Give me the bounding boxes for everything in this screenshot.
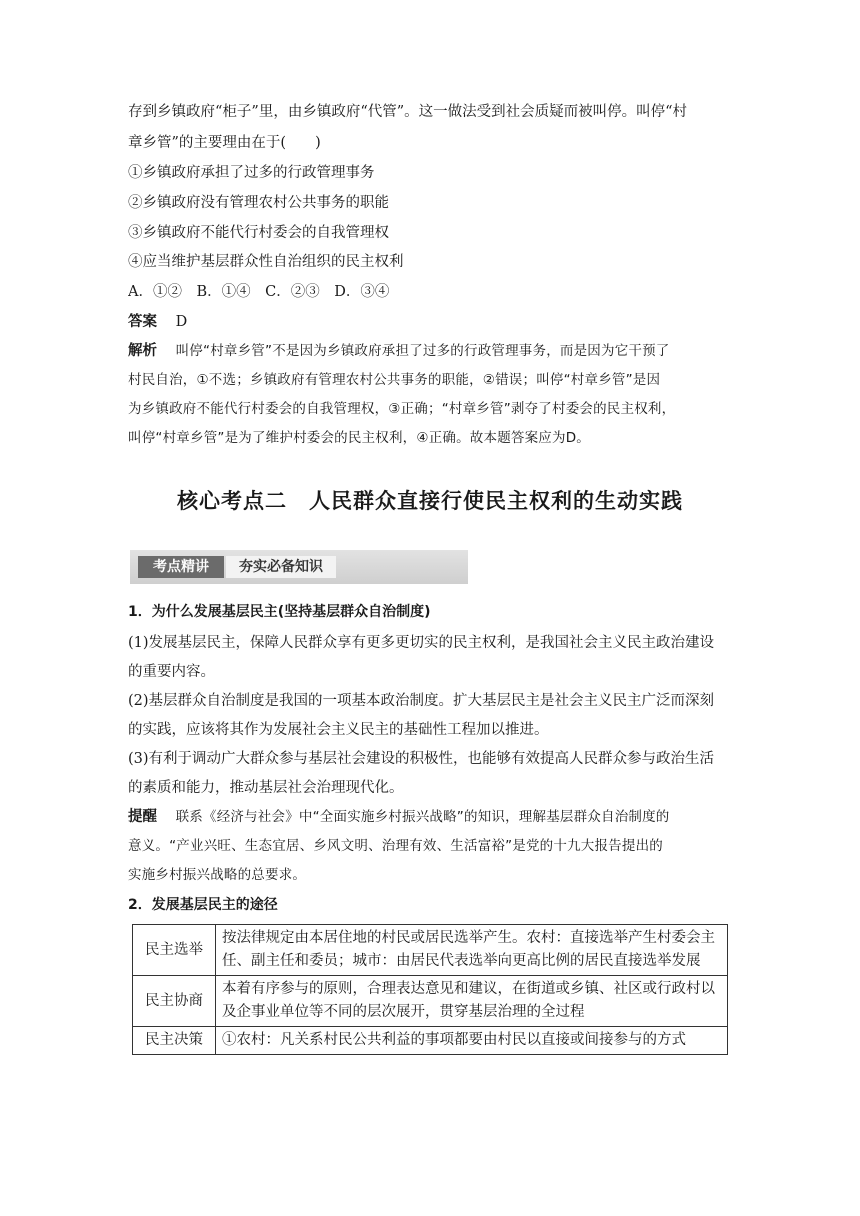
point1-heading: 1．为什么发展基层民主(坚持基层群众自治制度) <box>128 604 431 620</box>
reminder-line: 实施乡村振兴战略的总要求。 <box>128 867 307 883</box>
table-row-text: 本着有序参与的原则，合理表达意见和建议，在街道或乡镇、社区或行政村以及企事业单位等不同的层次展开，贯穿基层治理的全过程 <box>216 976 728 1027</box>
point1-paragraph: (2)基层群众自治制度是我国的一项基本政治制度。扩大基层民主是社会主义民主广泛而深刻 <box>128 693 715 709</box>
point1-paragraph: 的素质和能力，推动基层社会治理现代化。 <box>128 780 404 796</box>
analysis-label: 解析 <box>128 342 157 359</box>
reminder-line: 提醒 联系《经济与社会》中“全面实施乡村振兴战略”的知识，理解基层群众自治制度的 <box>128 808 670 825</box>
reminder-label: 提醒 <box>128 808 157 825</box>
section-banner <box>130 550 468 584</box>
option-2: ②乡镇政府没有管理农村公共事务的职能 <box>128 195 389 211</box>
table-row-label: 民主选举 <box>133 925 216 976</box>
banner-tag-light: 夯实必备知识 <box>226 556 336 578</box>
point2-heading: 2．发展基层民主的途径 <box>128 897 278 913</box>
point1-paragraph: 的实践，应该将其作为发展社会主义民主的基础性工程加以推进。 <box>128 722 549 738</box>
point1-paragraph: (1)发展基层民主，保障人民群众享有更多更切实的民主权利，是我国社会主义民主政治建设 <box>128 635 715 651</box>
option-1: ①乡镇政府承担了过多的行政管理事务 <box>128 165 375 181</box>
democracy-routes-table <box>132 924 728 1055</box>
banner-tag-dark: 考点精讲 <box>138 556 224 578</box>
question-stem-line: 章乡管”的主要理由在于( ) <box>128 135 321 151</box>
point1-paragraph: (3)有利于调动广大群众参与基层社会建设的积极性，也能够有效提高人民群众参与政治生活 <box>128 751 715 767</box>
point1-paragraph: 的重要内容。 <box>128 664 215 680</box>
option-3: ③乡镇政府不能代行村委会的自我管理权 <box>128 225 389 241</box>
question-stem-line: 存到乡镇政府“柜子”里，由乡镇政府“代管”。这一做法受到社会质疑而被叫停。叫停“村 <box>128 104 688 120</box>
answer-choices: A．①② B．①④ C．②③ D．③④ <box>128 284 390 300</box>
answer-row <box>128 312 738 332</box>
table-row <box>133 1027 728 1055</box>
analysis-line: 解析 叫停“村章乡管”不是因为乡镇政府承担了过多的行政管理事务，而是因为它干预了 <box>128 342 670 359</box>
table-row-text: ①农村：凡关系村民公共利益的事项都要由村民以直接或间接参与的方式 <box>216 1027 728 1055</box>
table-row <box>133 976 728 1027</box>
answer-label: 答案 <box>128 313 157 330</box>
option-4: ④应当维护基层群众性自治组织的民主权利 <box>128 254 404 270</box>
answer-value: D <box>175 314 188 330</box>
table-row <box>133 925 728 976</box>
table-row-label: 民主协商 <box>133 976 216 1027</box>
reminder-line: 意义。“产业兴旺、生态宜居、乡风文明、治理有效、生活富裕”是党的十九大报告提出的 <box>128 838 663 854</box>
section-title: 核心考点二 人民群众直接行使民主权利的生动实践 <box>177 489 683 513</box>
table-row-label: 民主决策 <box>133 1027 216 1055</box>
analysis-line: 为乡镇政府不能代行村委会的自我管理权，③正确；“村章乡管”剥夺了村委会的民主权利， <box>128 401 676 417</box>
analysis-line: 叫停“村章乡管”是为了维护村委会的民主权利，④正确。故本题答案应为D。 <box>128 430 590 446</box>
analysis-line: 村民自治，①不选；乡镇政府有管理农村公共事务的职能，②错误；叫停“村章乡管”是因 <box>128 372 661 388</box>
table-row-text: 按法律规定由本居住地的村民或居民选举产生。农村：直接选举产生村委会主任、副主任和委员；城市：由居民代表选举向更高比例的居民直接选举发展 <box>216 925 728 976</box>
